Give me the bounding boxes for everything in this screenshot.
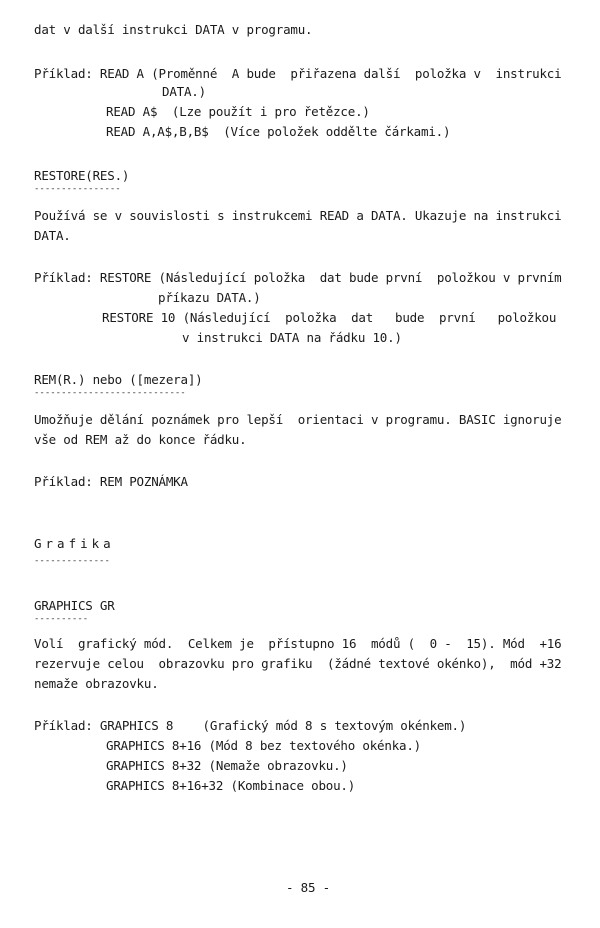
- text-line: Příklad: REM POZNÁMKA: [34, 474, 188, 489]
- text-line: GRAPHICS 8+16 (Mód 8 bez textového okénka.): [106, 738, 422, 753]
- text-line: RESTORE 10 (Následující položka dat bude první položkou: [102, 310, 557, 325]
- text-line: příkazu DATA.): [158, 290, 261, 305]
- text-line: READ A,A$,B,B$ (Více položek oddělte čárkami.): [106, 124, 451, 139]
- section-heading: GRAPHICS GR: [34, 598, 115, 613]
- chapter-underline: --------------: [34, 556, 110, 566]
- text-line: nemaže obrazovku.: [34, 676, 159, 691]
- section-heading: REM(R.) nebo ([mezera]): [34, 372, 203, 387]
- text-line: dat v další instrukci DATA v programu.: [34, 22, 313, 37]
- text-line: v instrukci DATA na řádku 10.): [182, 330, 402, 345]
- heading-underline: ----------------: [34, 184, 121, 194]
- text-line: DATA.: [34, 228, 71, 243]
- text-line: vše od REM až do konce řádku.: [34, 432, 247, 447]
- text-line: rezervuje celou obrazovku pro grafiku (žádné textové okénko), mód +32: [34, 656, 562, 671]
- chapter-heading: Grafika: [34, 536, 115, 551]
- text-line: Umožňuje dělání poznámek pro lepší orientaci v programu. BASIC ignoruje: [34, 412, 562, 427]
- heading-underline: ----------------------------: [34, 388, 186, 398]
- text-line: GRAPHICS 8+16+32 (Kombinace obou.): [106, 778, 356, 793]
- text-line: Příklad: READ A (Proměnné A bude přiřazena další položka v instrukci: [34, 66, 562, 81]
- section-heading: RESTORE(RES.): [34, 168, 130, 183]
- heading-underline: ----------: [34, 614, 89, 624]
- text-line: READ A$ (Lze použít i pro řetězce.): [106, 104, 370, 119]
- text-line: GRAPHICS 8+32 (Nemaže obrazovku.): [106, 758, 348, 773]
- text-line: Příklad: GRAPHICS 8 (Grafický mód 8 s textovým okénkem.): [34, 718, 467, 733]
- text-line: DATA.): [162, 84, 206, 99]
- text-line: Používá se v souvislosti s instrukcemi READ a DATA. Ukazuje na instrukci: [34, 208, 562, 223]
- page-number: - 85 -: [286, 880, 330, 895]
- text-line: Volí grafický mód. Celkem je přístupno 16 módů ( 0 - 15). Mód +16: [34, 636, 562, 651]
- text-line: Příklad: RESTORE (Následující položka dat bude první položkou v prvním: [34, 270, 562, 285]
